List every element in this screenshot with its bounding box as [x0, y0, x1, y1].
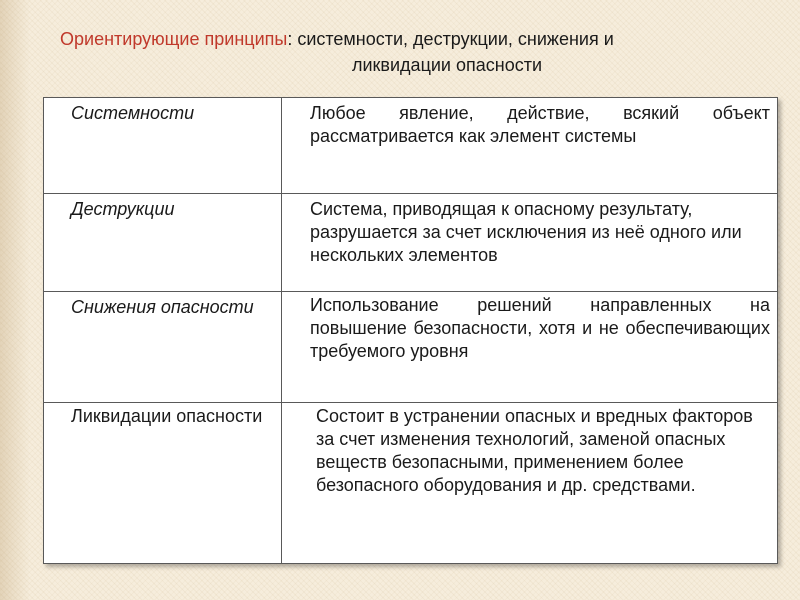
table-row-1-description: Любое явление, действие, всякий объект рассматривается как элемент системы: [282, 98, 777, 194]
table-row-3-term: Снижения опасности: [44, 292, 282, 403]
title-accent: Ориентирующие принципы: [60, 29, 288, 49]
table-row-1-term: Системности: [44, 98, 282, 194]
title-line2: ликвидации опасности: [352, 55, 543, 75]
table-row-2-term: Деструкции: [44, 194, 282, 292]
slide-title: [60, 26, 780, 78]
background-edge-shade: [0, 0, 30, 600]
table-row-4-description: Состоит в устранении опасных и вредных факторов за счет изменения технологий, заменой опасных веществ безопасными, применением более безопасного оборудования и др. средствами.: [316, 406, 753, 495]
table-row-3-description: Использование решений направленных на повышение безопасности, хотя и не обеспечивающих требуемого уровня: [282, 292, 777, 403]
table-row-2-description: Система, приводящая к опасному результату, разрушается за счет исключения из неё одного или нескольких элементов: [282, 194, 777, 292]
principles-table: [43, 97, 778, 564]
title-rest: : системности, деструкции, снижения и: [287, 29, 614, 49]
table-row-4-term: Ликвидации опасности: [44, 403, 282, 563]
